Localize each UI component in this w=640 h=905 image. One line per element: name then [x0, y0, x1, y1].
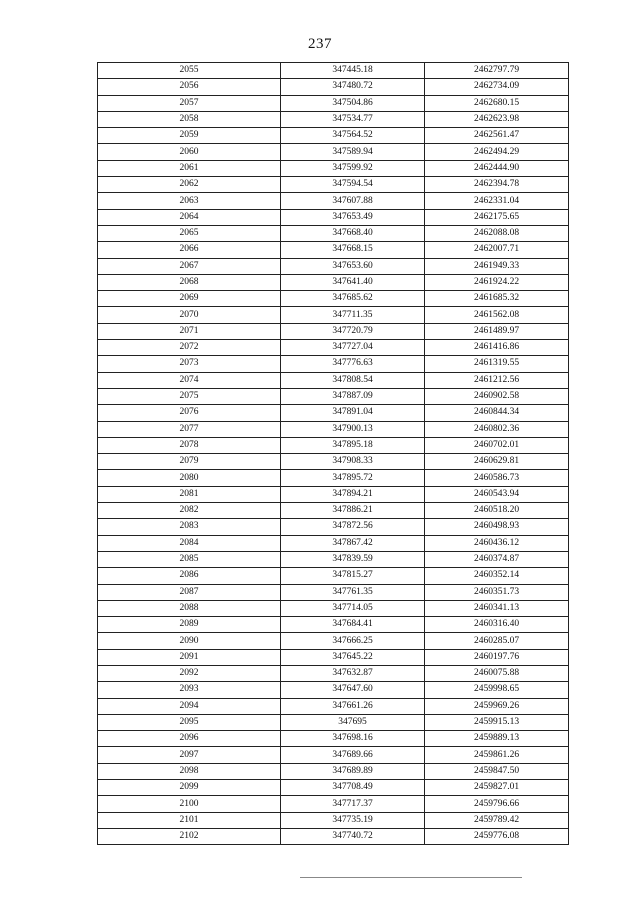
y-coordinate-cell: 2459998.65	[425, 682, 569, 698]
table-row	[98, 568, 569, 584]
y-coordinate-cell: 2459776.08	[425, 828, 569, 844]
x-coordinate-cell: 347711.35	[281, 307, 425, 323]
x-coordinate-cell: 347668.15	[281, 242, 425, 258]
y-coordinate-cell: 2462007.71	[425, 242, 569, 258]
x-coordinate-cell: 347666.25	[281, 633, 425, 649]
point-id-cell: 2074	[98, 372, 281, 388]
y-coordinate-cell: 2460702.01	[425, 437, 569, 453]
y-coordinate-cell: 2461949.33	[425, 258, 569, 274]
table-row	[98, 503, 569, 519]
y-coordinate-cell: 2459847.50	[425, 763, 569, 779]
x-coordinate-cell: 347684.41	[281, 617, 425, 633]
table-row	[98, 177, 569, 193]
point-id-cell: 2071	[98, 323, 281, 339]
y-coordinate-cell: 2462623.98	[425, 111, 569, 127]
table-row	[98, 617, 569, 633]
x-coordinate-cell: 347867.42	[281, 535, 425, 551]
point-id-cell: 2095	[98, 714, 281, 730]
point-id-cell: 2075	[98, 388, 281, 404]
x-coordinate-cell: 347695	[281, 714, 425, 730]
point-id-cell: 2096	[98, 731, 281, 747]
y-coordinate-cell: 2459796.66	[425, 796, 569, 812]
table-row	[98, 144, 569, 160]
table-row	[98, 796, 569, 812]
y-coordinate-cell: 2460352.14	[425, 568, 569, 584]
table-row	[98, 242, 569, 258]
point-id-cell: 2098	[98, 763, 281, 779]
table-row	[98, 747, 569, 763]
x-coordinate-cell: 347872.56	[281, 519, 425, 535]
table-row	[98, 454, 569, 470]
table-row	[98, 470, 569, 486]
table-row	[98, 340, 569, 356]
x-coordinate-cell: 347720.79	[281, 323, 425, 339]
table-row	[98, 323, 569, 339]
y-coordinate-cell: 2460629.81	[425, 454, 569, 470]
y-coordinate-cell: 2460285.07	[425, 633, 569, 649]
point-id-cell: 2081	[98, 486, 281, 502]
point-id-cell: 2087	[98, 584, 281, 600]
point-id-cell: 2072	[98, 340, 281, 356]
x-coordinate-cell: 347653.49	[281, 209, 425, 225]
point-id-cell: 2099	[98, 780, 281, 796]
y-coordinate-cell: 2462561.47	[425, 128, 569, 144]
y-coordinate-cell: 2460543.94	[425, 486, 569, 502]
y-coordinate-cell: 2459789.42	[425, 812, 569, 828]
point-id-cell: 2090	[98, 633, 281, 649]
table-row	[98, 600, 569, 616]
table-row	[98, 519, 569, 535]
point-id-cell: 2064	[98, 209, 281, 225]
point-id-cell: 2085	[98, 551, 281, 567]
x-coordinate-cell: 347891.04	[281, 405, 425, 421]
point-id-cell: 2060	[98, 144, 281, 160]
x-coordinate-cell: 347735.19	[281, 812, 425, 828]
y-coordinate-cell: 2462394.78	[425, 177, 569, 193]
y-coordinate-cell: 2461924.22	[425, 274, 569, 290]
y-coordinate-cell: 2460586.73	[425, 470, 569, 486]
x-coordinate-cell: 347534.77	[281, 111, 425, 127]
point-id-cell: 2084	[98, 535, 281, 551]
point-id-cell: 2100	[98, 796, 281, 812]
table-row	[98, 421, 569, 437]
x-coordinate-cell: 347689.89	[281, 763, 425, 779]
x-coordinate-cell: 347653.60	[281, 258, 425, 274]
x-coordinate-cell: 347645.22	[281, 649, 425, 665]
point-id-cell: 2067	[98, 258, 281, 274]
x-coordinate-cell: 347815.27	[281, 568, 425, 584]
x-coordinate-cell: 347594.54	[281, 177, 425, 193]
point-id-cell: 2055	[98, 63, 281, 79]
x-coordinate-cell: 347564.52	[281, 128, 425, 144]
x-coordinate-cell: 347740.72	[281, 828, 425, 844]
x-coordinate-cell: 347908.33	[281, 454, 425, 470]
point-id-cell: 2078	[98, 437, 281, 453]
y-coordinate-cell: 2460341.13	[425, 600, 569, 616]
table-row	[98, 258, 569, 274]
x-coordinate-cell: 347887.09	[281, 388, 425, 404]
point-id-cell: 2069	[98, 291, 281, 307]
x-coordinate-cell: 347727.04	[281, 340, 425, 356]
point-id-cell: 2097	[98, 747, 281, 763]
y-coordinate-cell: 2460075.88	[425, 665, 569, 681]
table-row	[98, 63, 569, 79]
point-id-cell: 2057	[98, 95, 281, 111]
table-row	[98, 274, 569, 290]
y-coordinate-cell: 2459915.13	[425, 714, 569, 730]
point-id-cell: 2102	[98, 828, 281, 844]
x-coordinate-cell: 347445.18	[281, 63, 425, 79]
table-row	[98, 633, 569, 649]
point-id-cell: 2076	[98, 405, 281, 421]
y-coordinate-cell: 2461212.56	[425, 372, 569, 388]
table-row	[98, 437, 569, 453]
table-row	[98, 763, 569, 779]
point-id-cell: 2058	[98, 111, 281, 127]
table-row	[98, 812, 569, 828]
y-coordinate-cell: 2462444.90	[425, 160, 569, 176]
x-coordinate-cell: 347689.66	[281, 747, 425, 763]
point-id-cell: 2094	[98, 698, 281, 714]
y-coordinate-cell: 2461489.97	[425, 323, 569, 339]
table-body	[98, 63, 569, 845]
y-coordinate-cell: 2460518.20	[425, 503, 569, 519]
x-coordinate-cell: 347480.72	[281, 79, 425, 95]
y-coordinate-cell: 2461416.86	[425, 340, 569, 356]
table-row	[98, 714, 569, 730]
table-row	[98, 584, 569, 600]
point-id-cell: 2086	[98, 568, 281, 584]
footer-rule	[300, 877, 522, 878]
x-coordinate-cell: 347599.92	[281, 160, 425, 176]
x-coordinate-cell: 347714.05	[281, 600, 425, 616]
point-id-cell: 2080	[98, 470, 281, 486]
y-coordinate-cell: 2460902.58	[425, 388, 569, 404]
coordinate-table	[97, 62, 569, 845]
table-row	[98, 486, 569, 502]
x-coordinate-cell: 347504.86	[281, 95, 425, 111]
point-id-cell: 2093	[98, 682, 281, 698]
y-coordinate-cell: 2461562.08	[425, 307, 569, 323]
y-coordinate-cell: 2459889.13	[425, 731, 569, 747]
point-id-cell: 2056	[98, 79, 281, 95]
y-coordinate-cell: 2460351.73	[425, 584, 569, 600]
y-coordinate-cell: 2459827.01	[425, 780, 569, 796]
table-row	[98, 535, 569, 551]
table-row	[98, 307, 569, 323]
table-row	[98, 79, 569, 95]
table-row	[98, 780, 569, 796]
point-id-cell: 2073	[98, 356, 281, 372]
y-coordinate-cell: 2459861.26	[425, 747, 569, 763]
table-row	[98, 128, 569, 144]
y-coordinate-cell: 2459969.26	[425, 698, 569, 714]
table-row	[98, 828, 569, 844]
y-coordinate-cell: 2460197.76	[425, 649, 569, 665]
table-row	[98, 291, 569, 307]
y-coordinate-cell: 2462175.65	[425, 209, 569, 225]
point-id-cell: 2101	[98, 812, 281, 828]
point-id-cell: 2061	[98, 160, 281, 176]
y-coordinate-cell: 2460498.93	[425, 519, 569, 535]
y-coordinate-cell: 2462734.09	[425, 79, 569, 95]
x-coordinate-cell: 347717.37	[281, 796, 425, 812]
point-id-cell: 2070	[98, 307, 281, 323]
point-id-cell: 2062	[98, 177, 281, 193]
x-coordinate-cell: 347685.62	[281, 291, 425, 307]
x-coordinate-cell: 347589.94	[281, 144, 425, 160]
x-coordinate-cell: 347708.49	[281, 780, 425, 796]
table-row	[98, 731, 569, 747]
table-row	[98, 665, 569, 681]
point-id-cell: 2082	[98, 503, 281, 519]
table-row	[98, 698, 569, 714]
point-id-cell: 2059	[98, 128, 281, 144]
table-row	[98, 551, 569, 567]
point-id-cell: 2092	[98, 665, 281, 681]
x-coordinate-cell: 347895.72	[281, 470, 425, 486]
y-coordinate-cell: 2460844.34	[425, 405, 569, 421]
x-coordinate-cell: 347647.60	[281, 682, 425, 698]
x-coordinate-cell: 347698.16	[281, 731, 425, 747]
x-coordinate-cell: 347668.40	[281, 225, 425, 241]
table-row	[98, 225, 569, 241]
point-id-cell: 2063	[98, 193, 281, 209]
x-coordinate-cell: 347900.13	[281, 421, 425, 437]
point-id-cell: 2077	[98, 421, 281, 437]
x-coordinate-cell: 347839.59	[281, 551, 425, 567]
y-coordinate-cell: 2461319.55	[425, 356, 569, 372]
point-id-cell: 2083	[98, 519, 281, 535]
point-id-cell: 2091	[98, 649, 281, 665]
table-row	[98, 405, 569, 421]
point-id-cell: 2066	[98, 242, 281, 258]
y-coordinate-cell: 2462797.79	[425, 63, 569, 79]
point-id-cell: 2068	[98, 274, 281, 290]
x-coordinate-cell: 347632.87	[281, 665, 425, 681]
table-row	[98, 388, 569, 404]
x-coordinate-cell: 347761.35	[281, 584, 425, 600]
y-coordinate-cell: 2461685.32	[425, 291, 569, 307]
y-coordinate-cell: 2462494.29	[425, 144, 569, 160]
table-row	[98, 193, 569, 209]
table-row	[98, 356, 569, 372]
point-id-cell: 2089	[98, 617, 281, 633]
y-coordinate-cell: 2462680.15	[425, 95, 569, 111]
y-coordinate-cell: 2460316.40	[425, 617, 569, 633]
y-coordinate-cell: 2460374.87	[425, 551, 569, 567]
x-coordinate-cell: 347776.63	[281, 356, 425, 372]
table-row	[98, 649, 569, 665]
x-coordinate-cell: 347886.21	[281, 503, 425, 519]
y-coordinate-cell: 2460436.12	[425, 535, 569, 551]
point-id-cell: 2065	[98, 225, 281, 241]
x-coordinate-cell: 347661.26	[281, 698, 425, 714]
x-coordinate-cell: 347895.18	[281, 437, 425, 453]
x-coordinate-cell: 347607.88	[281, 193, 425, 209]
point-id-cell: 2088	[98, 600, 281, 616]
page-number: 237	[308, 36, 332, 52]
table-row	[98, 209, 569, 225]
table-row	[98, 372, 569, 388]
x-coordinate-cell: 347808.54	[281, 372, 425, 388]
table-row	[98, 160, 569, 176]
y-coordinate-cell: 2462088.08	[425, 225, 569, 241]
y-coordinate-cell: 2462331.04	[425, 193, 569, 209]
x-coordinate-cell: 347641.40	[281, 274, 425, 290]
table-row	[98, 111, 569, 127]
point-id-cell: 2079	[98, 454, 281, 470]
y-coordinate-cell: 2460802.36	[425, 421, 569, 437]
table-row	[98, 682, 569, 698]
table-row	[98, 95, 569, 111]
x-coordinate-cell: 347894.21	[281, 486, 425, 502]
